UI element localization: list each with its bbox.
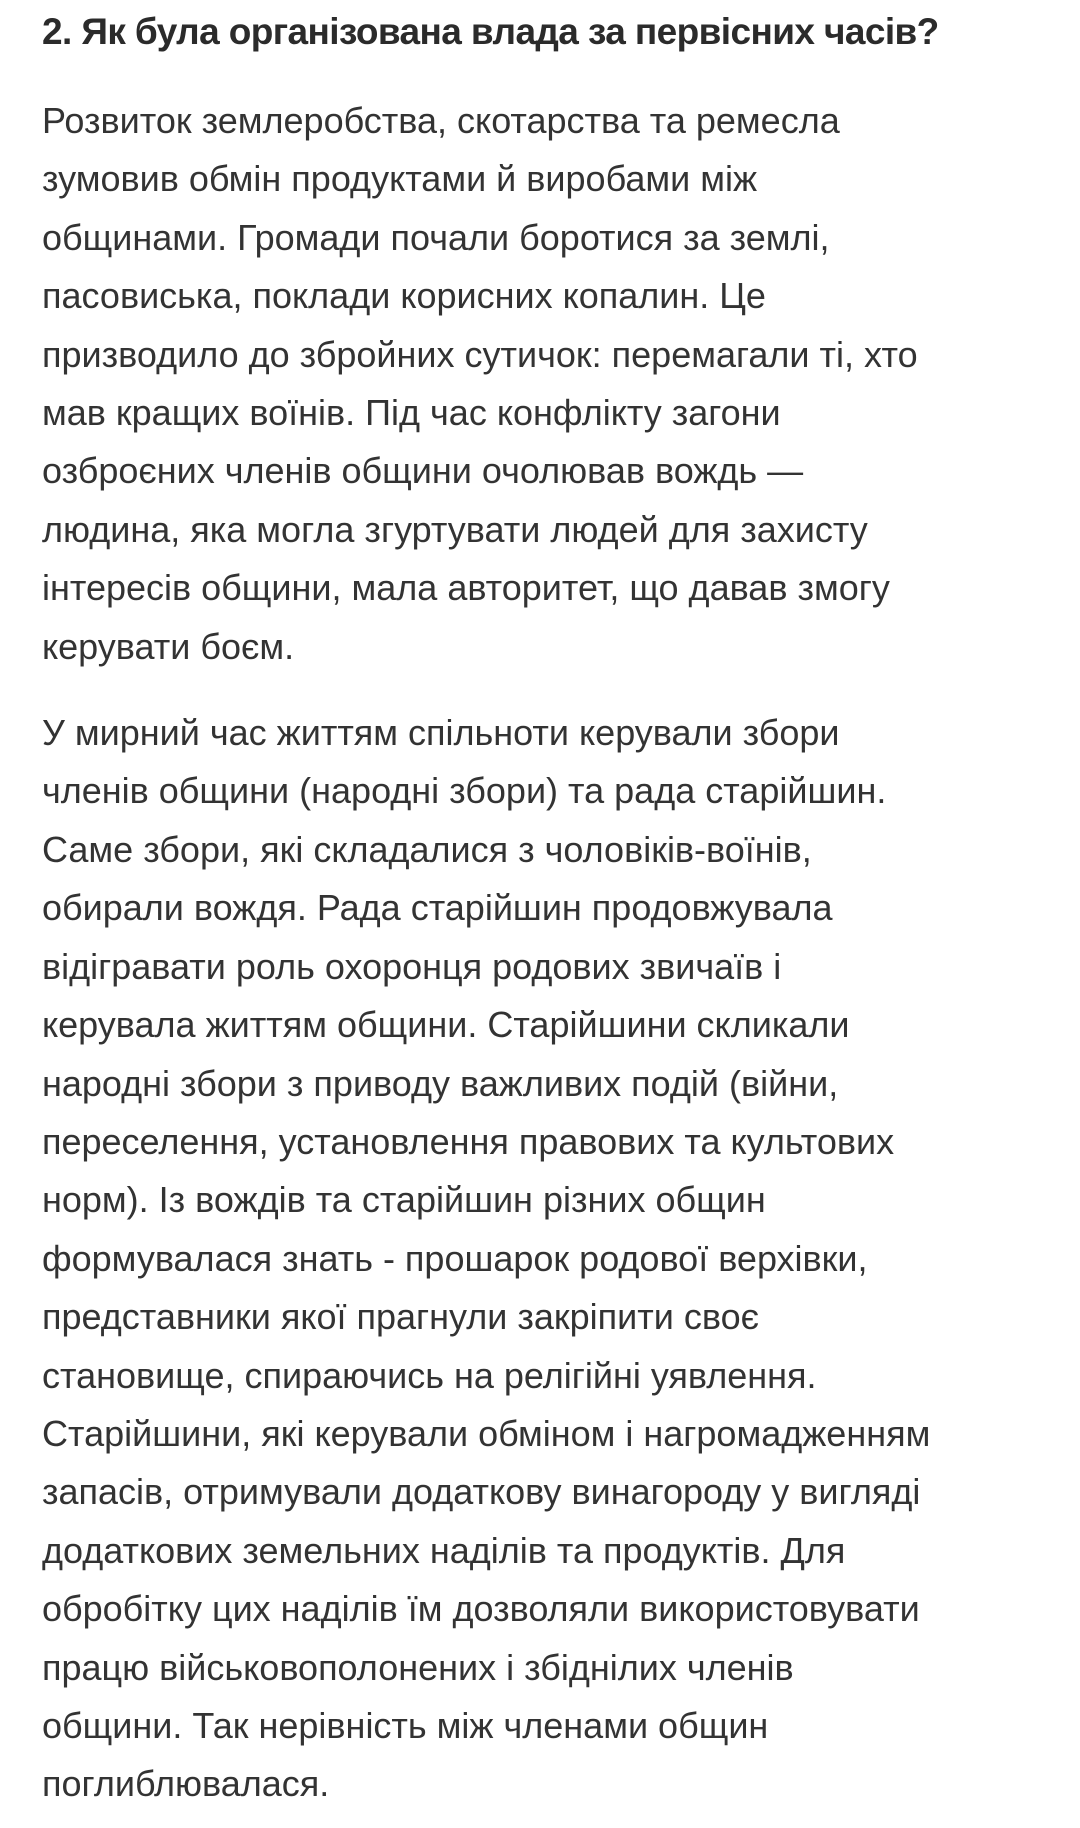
question-heading: 2. Як була організована влада за первісних часів? <box>42 11 939 52</box>
answer-paragraph-2: У мирний час життям спільноти керували збори членів общини (народні збори) та рада старійшин. Саме збори, які складалися з чоловіків-воїнів, обирали вождя. Рада старійшин продовжувала відігравати роль охоронця родових звичаїв і керувала життям общини. Старійшини скликали народні збори з приводу важливих подій (війни, переселення, установлення правових та культових норм). Із вождів та старійшин різних общин формувалася знать - прошарок родової верхівки, представники якої прагнули закріпити своє становище, спираючись на релігійні уявлення. Старійшини, які керували обміном і нагромадженням запасів, отримували додаткову винагороду у вигляді додаткових земельних наділів та продуктів. Для обробітку цих наділів їм дозволяли використовувати працю військовополонених і збіднілих членів общини. Так нерівність між членами общин поглиблювалася. <box>42 712 931 1805</box>
answer-paragraph-1: Розвиток землеробства, скотарства та ремесла зумовив обмін продуктами й виробами між общинами. Громади почали боротися за землі, пасовиська, поклади корисних копалин. Це призводило до збройних сутичок: перемагали ті, хто мав кращих воїнів. Під час конфлікту загони озброєних членів общини очолював вождь — людина, яка могла згуртувати людей для захисту інтересів общини, мала авторитет, що давав змогу керувати боєм. <box>42 100 918 667</box>
